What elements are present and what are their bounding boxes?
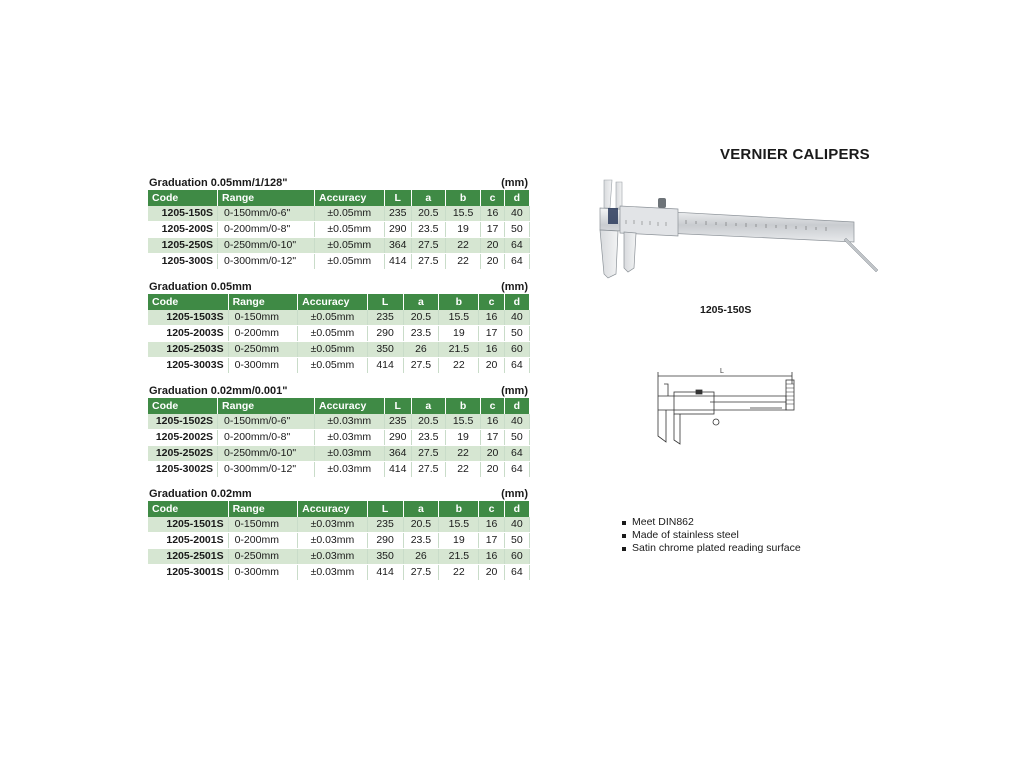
- table-row: [148, 254, 530, 270]
- column-header: c: [479, 294, 504, 310]
- table-cell: 235: [384, 414, 411, 430]
- table-cell: 64: [504, 565, 529, 581]
- table-cell: 60: [504, 342, 529, 358]
- table-cell: 23.5: [403, 533, 439, 549]
- unit-label: (mm): [501, 281, 528, 293]
- table-row: [148, 310, 530, 326]
- table-cell: 15.5: [439, 310, 479, 326]
- table-cell: 0-300mm/0-12": [218, 254, 315, 270]
- table-cell: 364: [384, 446, 411, 462]
- table-cell: 235: [384, 206, 411, 222]
- column-header: Accuracy: [315, 190, 385, 206]
- column-header: Code: [148, 294, 228, 310]
- table-cell: 0-300mm: [228, 565, 298, 581]
- table-cell: 414: [367, 358, 403, 374]
- unit-label: (mm): [501, 385, 528, 397]
- column-header: Code: [148, 398, 218, 414]
- column-header: Code: [148, 501, 228, 517]
- table-row: [148, 462, 530, 478]
- table-cell: 64: [504, 254, 529, 270]
- column-header: d: [504, 294, 529, 310]
- table-row: [148, 206, 530, 222]
- product-code-cell: 1205-3001S: [148, 565, 228, 581]
- table-cell: ±0.03mm: [298, 517, 368, 533]
- table-cell: 27.5: [411, 254, 445, 270]
- unit-label: (mm): [501, 177, 528, 189]
- column-header: d: [504, 501, 529, 517]
- column-header: a: [411, 190, 445, 206]
- table-row: [148, 222, 530, 238]
- section-title: [148, 384, 530, 398]
- table-cell: 22: [439, 358, 479, 374]
- table-cell: 27.5: [411, 446, 445, 462]
- table-cell: 27.5: [403, 565, 439, 581]
- spec-section: [148, 384, 530, 478]
- table-cell: 27.5: [403, 358, 439, 374]
- column-header: L: [384, 190, 411, 206]
- table-cell: 19: [445, 430, 481, 446]
- column-header: a: [403, 501, 439, 517]
- table-row: [148, 414, 530, 430]
- feature-list: [622, 516, 801, 555]
- table-cell: 50: [504, 533, 529, 549]
- table-cell: 22: [445, 238, 481, 254]
- column-header: d: [504, 398, 529, 414]
- table-cell: 40: [504, 517, 529, 533]
- product-code-cell: 1205-250S: [148, 238, 218, 254]
- table-row: [148, 326, 530, 342]
- column-header: L: [367, 501, 403, 517]
- table-cell: 0-150mm: [228, 310, 298, 326]
- table-cell: ±0.03mm: [315, 446, 385, 462]
- unit-label: (mm): [501, 488, 528, 500]
- graduation-label: Graduation 0.05mm/1/128": [149, 177, 288, 189]
- table-cell: 17: [479, 533, 504, 549]
- spec-table: [148, 398, 530, 478]
- table-cell: ±0.05mm: [298, 326, 368, 342]
- table-cell: 17: [481, 222, 504, 238]
- table-cell: 290: [384, 430, 411, 446]
- table-cell: 16: [479, 342, 504, 358]
- spec-table: [148, 294, 530, 374]
- table-cell: ±0.05mm: [315, 222, 385, 238]
- table-cell: ±0.03mm: [315, 430, 385, 446]
- table-cell: 20.5: [411, 414, 445, 430]
- table-cell: 40: [504, 310, 529, 326]
- product-code-cell: 1205-300S: [148, 254, 218, 270]
- section-title: [148, 487, 530, 501]
- table-cell: 64: [504, 446, 529, 462]
- table-cell: ±0.05mm: [315, 206, 385, 222]
- product-code-cell: 1205-1503S: [148, 310, 228, 326]
- table-cell: 16: [479, 517, 504, 533]
- table-cell: 40: [504, 206, 529, 222]
- table-cell: 23.5: [411, 222, 445, 238]
- table-cell: ±0.05mm: [298, 342, 368, 358]
- column-header: L: [384, 398, 411, 414]
- table-cell: 15.5: [439, 517, 479, 533]
- table-cell: 414: [384, 462, 411, 478]
- table-cell: 350: [367, 342, 403, 358]
- column-header: c: [481, 398, 504, 414]
- table-cell: 0-200mm: [228, 326, 298, 342]
- column-header: b: [445, 398, 481, 414]
- column-header: b: [439, 501, 479, 517]
- table-cell: 60: [504, 549, 529, 565]
- table-cell: 0-150mm/0-6": [218, 414, 315, 430]
- spec-section: [148, 280, 530, 374]
- section-title: [148, 176, 530, 190]
- table-cell: 20.5: [403, 310, 439, 326]
- table-cell: ±0.03mm: [298, 549, 368, 565]
- feature-item: Meet DIN862: [622, 516, 801, 529]
- column-header: d: [504, 190, 529, 206]
- product-code-cell: 1205-1501S: [148, 517, 228, 533]
- spec-table: [148, 501, 530, 581]
- table-cell: 20: [481, 238, 504, 254]
- table-cell: 20: [481, 254, 504, 270]
- vernier-caliper-photo: [586, 178, 886, 286]
- feature-item: Made of stainless steel: [622, 529, 801, 542]
- table-cell: 0-250mm: [228, 342, 298, 358]
- table-cell: 20: [481, 462, 504, 478]
- table-cell: ±0.03mm: [298, 565, 368, 581]
- product-code-cell: 1205-1502S: [148, 414, 218, 430]
- feature-item: Satin chrome plated reading surface: [622, 542, 801, 555]
- table-cell: 19: [439, 326, 479, 342]
- section-title: [148, 280, 530, 294]
- product-code-cell: 1205-3003S: [148, 358, 228, 374]
- table-cell: ±0.03mm: [315, 414, 385, 430]
- table-cell: 0-300mm: [228, 358, 298, 374]
- table-cell: 19: [445, 222, 481, 238]
- table-cell: ±0.05mm: [298, 358, 368, 374]
- graduation-label: Graduation 0.05mm: [149, 281, 252, 293]
- product-code-cell: 1205-2503S: [148, 342, 228, 358]
- table-cell: 290: [367, 533, 403, 549]
- column-header: Range: [218, 190, 315, 206]
- table-row: [148, 358, 530, 374]
- table-cell: 235: [367, 310, 403, 326]
- column-header: Range: [228, 501, 298, 517]
- spec-section: [148, 176, 530, 270]
- table-cell: 0-250mm/0-10": [218, 446, 315, 462]
- table-cell: 27.5: [411, 462, 445, 478]
- table-cell: ±0.05mm: [298, 310, 368, 326]
- table-cell: 20.5: [403, 517, 439, 533]
- table-cell: 0-150mm: [228, 517, 298, 533]
- table-cell: 20: [479, 565, 504, 581]
- table-cell: 22: [439, 565, 479, 581]
- photo-caption: 1205-150S: [700, 304, 752, 316]
- bullet-icon: [622, 521, 626, 525]
- table-cell: 0-250mm/0-10": [218, 238, 315, 254]
- table-cell: 22: [445, 254, 481, 270]
- caliper-dimension-drawing: [650, 364, 800, 448]
- table-cell: ±0.03mm: [298, 533, 368, 549]
- column-header: c: [479, 501, 504, 517]
- table-cell: 290: [367, 326, 403, 342]
- table-row: [148, 342, 530, 358]
- table-cell: 23.5: [403, 326, 439, 342]
- table-cell: 50: [504, 326, 529, 342]
- table-row: [148, 549, 530, 565]
- table-cell: 20: [481, 446, 504, 462]
- column-header: Code: [148, 190, 218, 206]
- graduation-label: Graduation 0.02mm/0.001": [149, 385, 288, 397]
- table-cell: 16: [481, 414, 504, 430]
- column-header: Accuracy: [315, 398, 385, 414]
- table-cell: 235: [367, 517, 403, 533]
- table-cell: 21.5: [439, 342, 479, 358]
- table-cell: 15.5: [445, 414, 481, 430]
- product-code-cell: 1205-2501S: [148, 549, 228, 565]
- table-cell: 17: [481, 430, 504, 446]
- bullet-icon: [622, 547, 626, 551]
- table-cell: 20: [479, 358, 504, 374]
- table-cell: 0-200mm: [228, 533, 298, 549]
- spec-table: [148, 190, 530, 270]
- product-code-cell: 1205-3002S: [148, 462, 218, 478]
- table-cell: 50: [504, 222, 529, 238]
- table-cell: 50: [504, 430, 529, 446]
- column-header: L: [367, 294, 403, 310]
- table-row: [148, 446, 530, 462]
- column-header: b: [439, 294, 479, 310]
- table-cell: 15.5: [445, 206, 481, 222]
- table-cell: 20.5: [411, 206, 445, 222]
- column-header: c: [481, 190, 504, 206]
- column-header: Range: [218, 398, 315, 414]
- spec-section: [148, 487, 530, 581]
- product-code-cell: 1205-2001S: [148, 533, 228, 549]
- table-cell: ±0.05mm: [315, 238, 385, 254]
- table-cell: 414: [384, 254, 411, 270]
- table-cell: 22: [445, 446, 481, 462]
- table-row: [148, 565, 530, 581]
- bullet-icon: [622, 534, 626, 538]
- table-cell: 16: [479, 310, 504, 326]
- table-cell: 40: [504, 414, 529, 430]
- graduation-label: Graduation 0.02mm: [149, 488, 252, 500]
- table-cell: 414: [367, 565, 403, 581]
- column-header: a: [403, 294, 439, 310]
- dimension-label-L: L: [720, 368, 724, 375]
- table-cell: 21.5: [439, 549, 479, 565]
- table-cell: 22: [445, 462, 481, 478]
- table-cell: 0-300mm/0-12": [218, 462, 315, 478]
- table-cell: 19: [439, 533, 479, 549]
- table-cell: 26: [403, 549, 439, 565]
- product-title: VERNIER CALIPERS: [720, 146, 870, 163]
- table-cell: 26: [403, 342, 439, 358]
- table-row: [148, 238, 530, 254]
- table-cell: 23.5: [411, 430, 445, 446]
- product-code-cell: 1205-2002S: [148, 430, 218, 446]
- table-cell: ±0.05mm: [315, 254, 385, 270]
- table-cell: 17: [479, 326, 504, 342]
- table-row: [148, 517, 530, 533]
- product-code-cell: 1205-150S: [148, 206, 218, 222]
- table-cell: 0-200mm/0-8": [218, 222, 315, 238]
- column-header: b: [445, 190, 481, 206]
- product-code-cell: 1205-200S: [148, 222, 218, 238]
- table-cell: 290: [384, 222, 411, 238]
- table-cell: 0-150mm/0-6": [218, 206, 315, 222]
- table-cell: 364: [384, 238, 411, 254]
- table-row: [148, 533, 530, 549]
- table-cell: 27.5: [411, 238, 445, 254]
- table-cell: 350: [367, 549, 403, 565]
- table-cell: ±0.03mm: [315, 462, 385, 478]
- column-header: Range: [228, 294, 298, 310]
- column-header: a: [411, 398, 445, 414]
- table-cell: 0-250mm: [228, 549, 298, 565]
- column-header: Accuracy: [298, 501, 368, 517]
- column-header: Accuracy: [298, 294, 368, 310]
- product-code-cell: 1205-2502S: [148, 446, 218, 462]
- table-cell: 64: [504, 358, 529, 374]
- table-cell: 16: [479, 549, 504, 565]
- table-cell: 64: [504, 462, 529, 478]
- table-cell: 64: [504, 238, 529, 254]
- table-row: [148, 430, 530, 446]
- table-cell: 16: [481, 206, 504, 222]
- product-code-cell: 1205-2003S: [148, 326, 228, 342]
- table-cell: 0-200mm/0-8": [218, 430, 315, 446]
